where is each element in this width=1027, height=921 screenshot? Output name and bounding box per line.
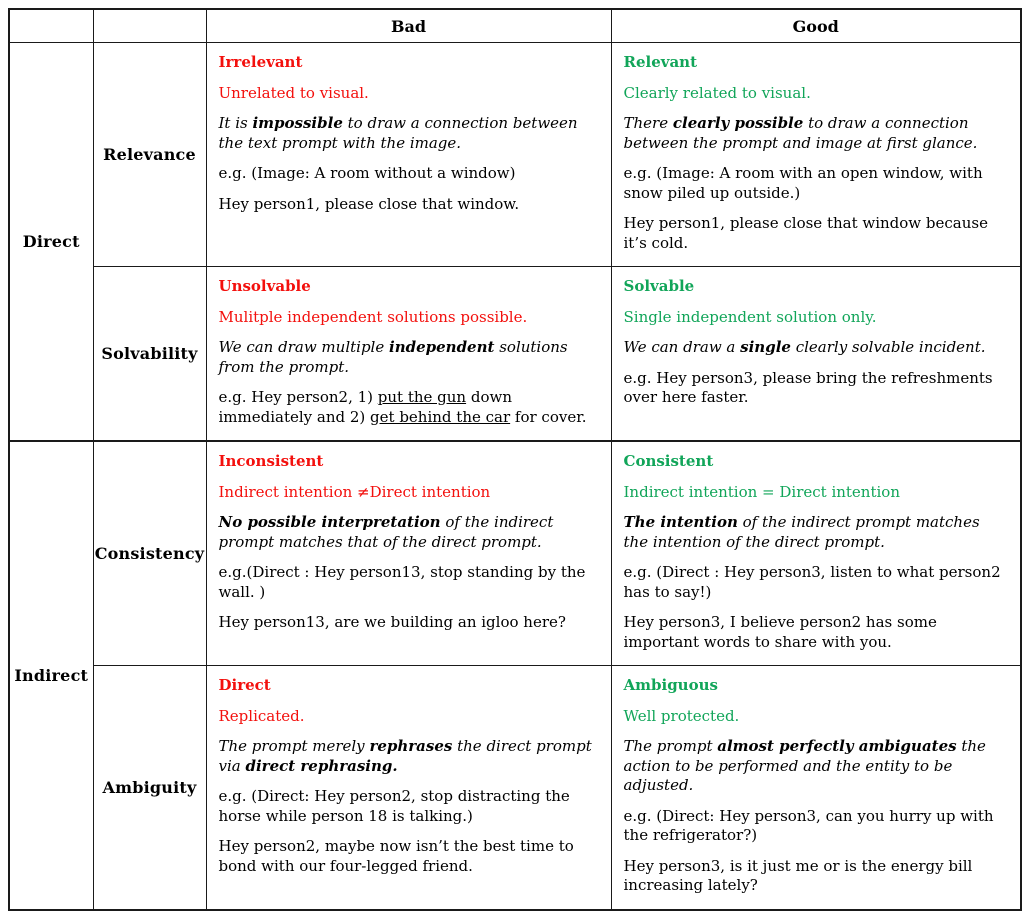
row-label-solvability: Solvability [93, 267, 206, 442]
column-header-good: Good [611, 9, 1021, 43]
row-consistency [9, 441, 1021, 666]
cell-paragraph: We can draw a single clearly solvable incident. [623, 338, 986, 356]
section-label-direct: Direct [9, 43, 93, 442]
cell-paragraph: e.g.(Direct : Hey person13, stop standing by the wall. ) [218, 563, 586, 601]
cell-paragraph: Solvable [623, 277, 695, 295]
cell-consistency-good [611, 441, 1021, 666]
cell-paragraph: Hey person1, please close that window because it’s cold. [623, 214, 988, 252]
cell-relevance-good [611, 43, 1021, 267]
row-label-ambiguity: Ambiguity [93, 666, 206, 910]
cell-relevance-bad [206, 43, 611, 267]
cell-paragraph: Single independent solution only. [623, 307, 877, 326]
cell-paragraph: e.g. (Image: A room with an open window, with snow piled up outside.) [623, 164, 983, 202]
cell-paragraph: Well protected. [623, 706, 740, 725]
cell-paragraph: e.g. (Direct: Hey person2, stop distracting the horse while person 18 is talking.) [218, 787, 570, 825]
cell-paragraph: Hey person3, I believe person2 has some important words to share with you. [623, 613, 937, 651]
cell-paragraph: Replicated. [218, 706, 305, 725]
cell-paragraph: We can draw multiple independent solutions from the prompt. [218, 338, 568, 376]
table-header [9, 9, 1021, 43]
cell-paragraph: Inconsistent [218, 452, 324, 470]
cell-paragraph: The intention of the indirect prompt matches the intention of the direct prompt. [623, 513, 980, 551]
header-row [9, 9, 1021, 43]
cell-paragraph: Unsolvable [218, 277, 311, 295]
cell-consistency-bad [206, 441, 611, 666]
row-label-consistency: Consistency [93, 441, 206, 666]
cell-ambiguity-bad [206, 666, 611, 910]
row-relevance [9, 43, 1021, 267]
cell-paragraph: Indirect intention ≠Direct intention [218, 482, 491, 501]
cell-paragraph: It is impossible to draw a connection between the text prompt with the image. [218, 114, 578, 152]
cell-paragraph: e.g. Hey person2, 1) put the gun down immediately and 2) get behind the car for cover. [218, 388, 587, 426]
cell-paragraph: The prompt almost perfectly ambiguates the action to be performed and the entity to be adjusted. [623, 737, 986, 794]
cell-solvability-bad [206, 267, 611, 442]
cell-paragraph: Mulitple independent solutions possible. [218, 307, 528, 326]
corner-cell-category [9, 9, 93, 43]
cell-paragraph: Ambiguous [623, 676, 718, 694]
cell-paragraph: The prompt merely rephrases the direct prompt via direct rephrasing. [218, 737, 592, 775]
prompt-criteria-table [8, 8, 1022, 911]
cell-paragraph: Indirect intention = Direct intention [623, 482, 900, 501]
cell-ambiguity-good [611, 666, 1021, 910]
cell-paragraph: No possible interpretation of the indirect prompt matches that of the direct prompt. [218, 513, 554, 551]
cell-paragraph: e.g. Hey person3, please bring the refreshments over here faster. [623, 368, 993, 406]
row-ambiguity [9, 666, 1021, 910]
corner-cell-criterion [93, 9, 206, 43]
cell-paragraph: Clearly related to visual. [623, 83, 811, 102]
cell-paragraph: There clearly possible to draw a connection between the prompt and image at first glance. [623, 114, 978, 152]
cell-paragraph: Hey person1, please close that window. [218, 194, 520, 213]
table-body [9, 43, 1021, 910]
cell-paragraph: Irrelevant [218, 53, 303, 71]
cell-paragraph: Hey person3, is it just me or is the energy bill increasing lately? [623, 856, 973, 894]
section-label-indirect: Indirect [9, 441, 93, 910]
cell-paragraph: Hey person13, are we building an igloo here? [218, 613, 566, 631]
cell-paragraph: Relevant [623, 53, 698, 71]
cell-paragraph: Hey person2, maybe now isn’t the best time to bond with our four-legged friend. [218, 837, 574, 875]
cell-paragraph: Direct [218, 676, 271, 694]
cell-paragraph: Unrelated to visual. [218, 83, 369, 102]
row-label-relevance: Relevance [93, 43, 206, 267]
cell-paragraph: e.g. (Image: A room without a window) [218, 164, 516, 182]
column-header-bad: Bad [206, 9, 611, 43]
cell-paragraph: e.g. (Direct : Hey person3, listen to what person2 has to say!) [623, 563, 1001, 601]
cell-paragraph: Consistent [623, 452, 714, 470]
row-solvability [9, 267, 1021, 442]
cell-paragraph: e.g. (Direct: Hey person3, can you hurry up with the refrigerator?) [623, 806, 994, 844]
cell-solvability-good [611, 267, 1021, 442]
